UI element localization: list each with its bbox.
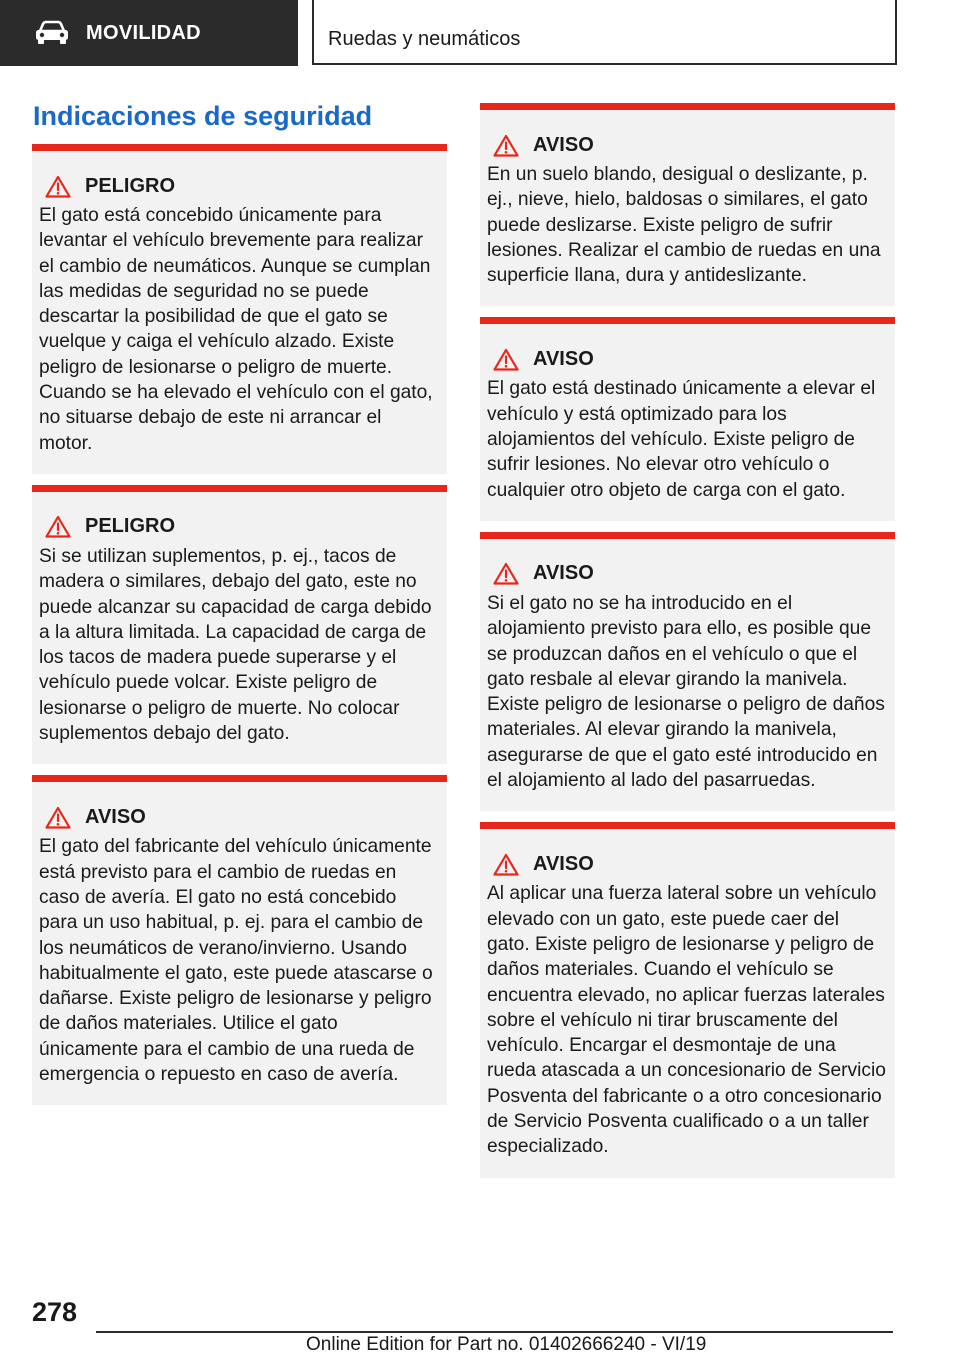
warning-box bbox=[480, 103, 895, 306]
warning-triangle-icon bbox=[45, 175, 71, 198]
warning-label: AVISO bbox=[533, 347, 594, 370]
warning-text: El gato está destinado únicamente a elevar el vehículo y está optimizado para los alojamientos del vehículo. Existe peligro de sufrir lesiones. No elevar otro vehículo o cualquier otro objeto de carga con el gato. bbox=[487, 378, 876, 501]
warning-label: PELIGRO bbox=[85, 174, 176, 197]
warning-box bbox=[32, 485, 447, 764]
warning-triangle-icon bbox=[493, 853, 519, 876]
warning-triangle-icon bbox=[45, 806, 71, 829]
warning-text: Si se utilizan suplementos, p. ej., tacos de madera o similares, debajo del gato, este no puede alcanzar su capacidad de carga debido a la altura limitada. La capacidad de carga de los tacos de madera puede superarse y el vehículo puede volcar. Existe peligro de lesionarse o peligro de muerte. No colocar suplementos debajo del gato. bbox=[39, 545, 432, 745]
warning-head bbox=[39, 802, 439, 832]
warning-text: El gato del fabricante del vehículo únicamente está previsto para el cambio de ruedas en caso de avería. El gato no está concebido para un uso habitual, p. ej. para el cambio de los neumáticos de verano/invierno. Usando habitualmente el gato, este puede atascarse o dañarse. Existe peligro de lesionarse y peligro de daños materiales. Utilice el gato únicamente para el cambio de una rueda de emergencia o repuesto en caso de avería. bbox=[39, 836, 433, 1086]
right-column bbox=[480, 103, 895, 1189]
warning-text: Si el gato no se ha introducido en el alojamiento previsto para ello, es posible que se produzcan daños en el vehículo o que el gato resbale al elevar girando la manivela. Existe peligro de lesionarse o peligro de daños materiales. Al elevar girando la manivela, asegurarse de que el gato esté introducido en el alojamiento al lado del pasarruedas. bbox=[487, 592, 885, 792]
car-icon bbox=[34, 20, 70, 46]
edition-text: Online Edition for Part no. 01402666240 - VI/19 bbox=[306, 1334, 707, 1355]
page-number: 278 bbox=[32, 1297, 78, 1327]
warning-head bbox=[39, 171, 439, 201]
left-column bbox=[32, 144, 447, 1116]
warning-triangle-icon bbox=[493, 348, 519, 371]
section-tab bbox=[0, 0, 298, 66]
warning-head bbox=[487, 130, 887, 160]
warning-head bbox=[487, 344, 887, 374]
warning-head bbox=[487, 559, 887, 589]
warning-head bbox=[39, 512, 439, 542]
warning-label: PELIGRO bbox=[85, 515, 176, 538]
chapter-header bbox=[312, 0, 897, 65]
footer-rule bbox=[96, 1331, 893, 1333]
warning-label: AVISO bbox=[533, 133, 594, 156]
warning-triangle-icon bbox=[45, 515, 71, 538]
warning-head bbox=[487, 849, 887, 879]
warning-box bbox=[480, 317, 895, 520]
warning-text: Al aplicar una fuerza lateral sobre un vehículo elevado con un gato, este puede caer del gato. Existe peligro de lesionarse y peligro de daños materiales. Cuando el vehículo se encuentra elevado, no aplicar fuerzas laterales sobre el vehículo ni tirar bruscamente del vehículo. Encargar el desmontaje de una rueda atascada a un concesionario de Servicio Posventa del fabricante o a otro concesionario de Servicio Posventa cualificado o a un taller especializado. bbox=[487, 883, 886, 1158]
chapter-title: Ruedas y neumáticos bbox=[328, 28, 521, 50]
warning-box bbox=[32, 775, 447, 1105]
warning-box bbox=[480, 532, 895, 811]
section-label: MOVILIDAD bbox=[86, 21, 201, 44]
warning-text: El gato está concebido únicamente para levantar el vehículo brevemente para realizar el cambio de neumáticos. Aunque se cumplan las medidas de seguridad no se puede descartar la posibilidad de que el gato se vuelque y caiga el vehículo alzado. Existe peligro de lesionarse o peligro de muerte. Cuando se ha elevado el vehículo con el gato, no situarse debajo de este ni arrancar el motor. bbox=[39, 205, 433, 454]
warning-box bbox=[32, 144, 447, 474]
warning-label: AVISO bbox=[533, 562, 594, 585]
page-title: Indicaciones de seguridad bbox=[33, 101, 373, 131]
warning-triangle-icon bbox=[493, 134, 519, 157]
warning-box bbox=[480, 822, 895, 1177]
warning-triangle-icon bbox=[493, 562, 519, 585]
warning-text: En un suelo blando, desigual o deslizante, p. ej., nieve, hielo, baldosas o similares, el gato puede deslizarse. Existe peligro de sufrir lesiones. Realizar el cambio de ruedas en una superficie llana, dura y antideslizante. bbox=[487, 164, 881, 287]
warning-label: AVISO bbox=[85, 805, 146, 828]
warning-label: AVISO bbox=[533, 852, 594, 875]
